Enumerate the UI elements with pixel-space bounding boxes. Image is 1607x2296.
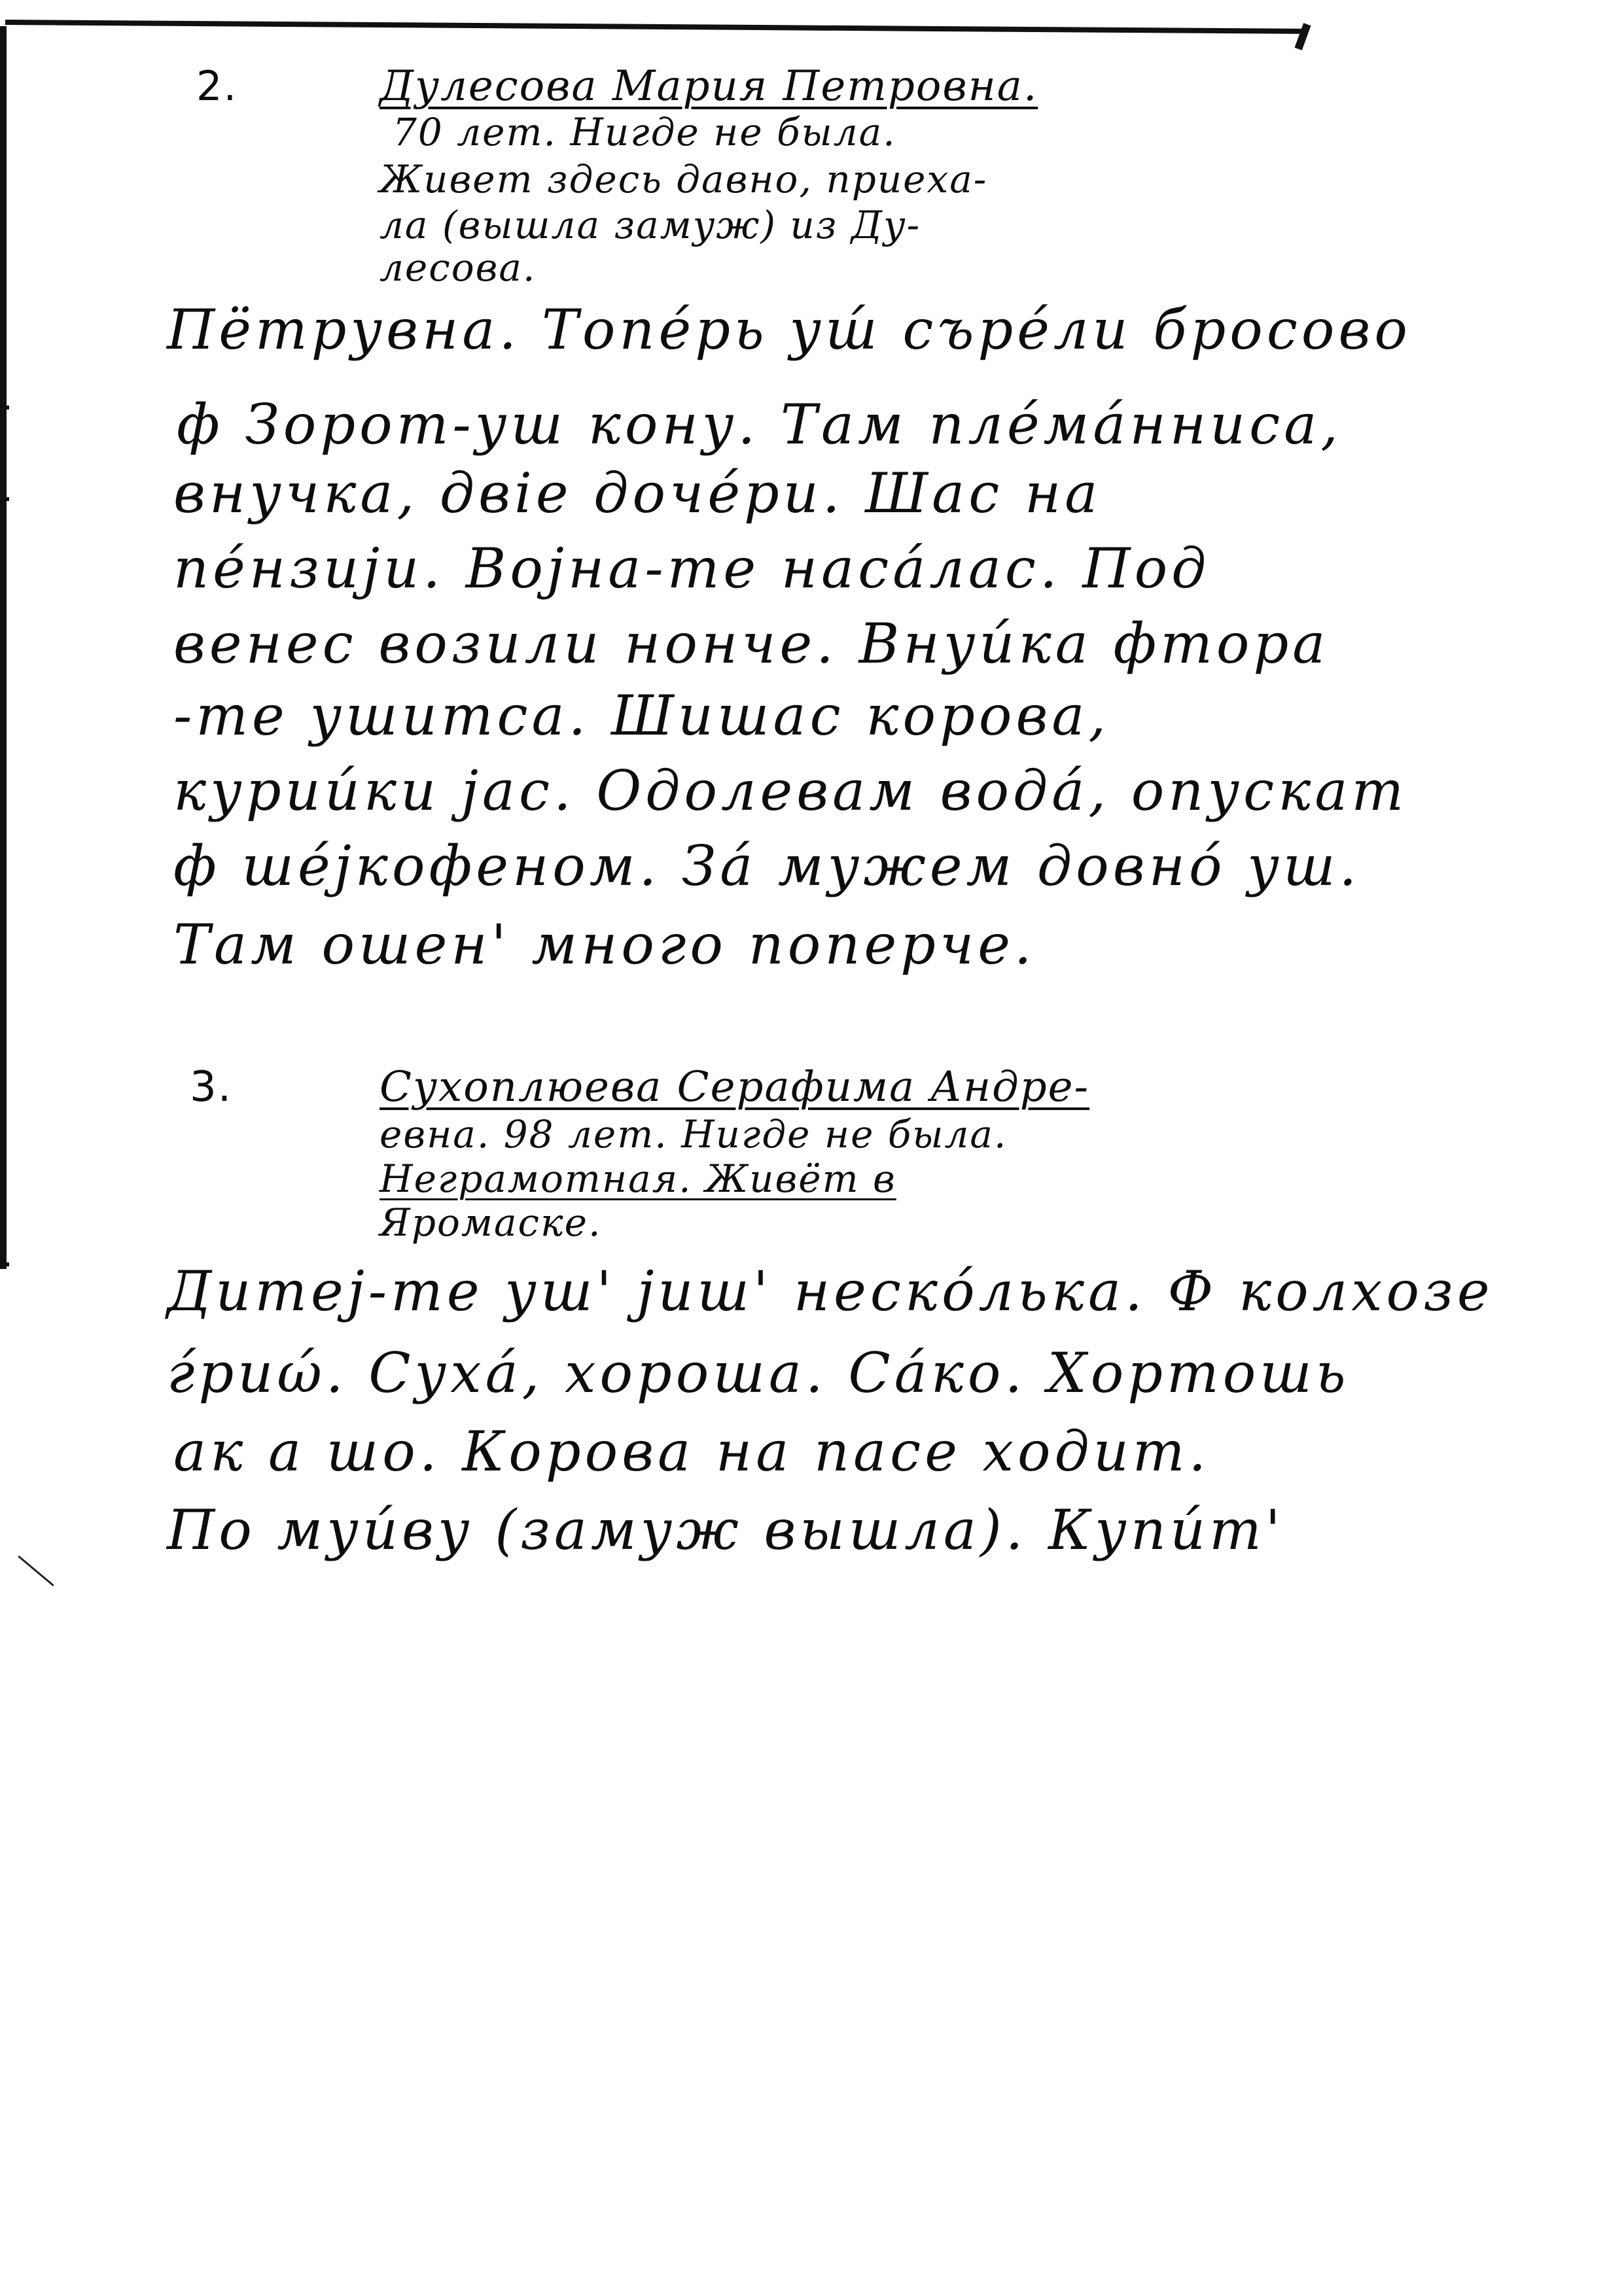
entry-info-line: лесова. bbox=[380, 245, 537, 290]
transcript-line: пе́нзији. Војна-те насáлас. Под bbox=[173, 536, 1210, 600]
page-left-border bbox=[0, 26, 7, 1269]
transcript-line: ак а шо. Корова на пасе ходит. bbox=[173, 1419, 1210, 1484]
transcript-line: Там ошен' много поперче. bbox=[173, 913, 1036, 977]
entry-info-line: евна. 98 лет. Нигде не была. bbox=[380, 1112, 1008, 1157]
transcript-line: -те ушитса. Шишас корова, bbox=[173, 684, 1110, 748]
entry-number: 2. bbox=[196, 62, 238, 110]
entry-info-line: 70 лет. Нигде не была. bbox=[393, 110, 896, 154]
page-corner-mark bbox=[1295, 23, 1311, 50]
entry-info-line: ла (вышла замуж) из Ду- bbox=[380, 203, 921, 247]
entry-info-line: Яромаске. bbox=[380, 1200, 602, 1245]
transcript-line: ѓриώ. Сухá, хороша. Сáко. Хортошь bbox=[167, 1341, 1350, 1405]
transcript-line: курии́ки јас. Одолевам вода́, опускат bbox=[173, 759, 1408, 823]
border-tick bbox=[3, 406, 9, 409]
border-tick bbox=[3, 497, 9, 501]
transcript-line: венес возили нонче. Внуи́ка фтора bbox=[173, 612, 1330, 676]
entry-info-line: Живет здесь давно, приеха- bbox=[380, 157, 988, 201]
transcript-line: внучка, двіе доче́ри. Шас на bbox=[173, 461, 1102, 525]
transcript-line: ф Зорот-уш кону. Там плéмáнниса, bbox=[177, 392, 1342, 457]
transcript-line: Пётрувна. Топе́рь уш́ сърéли бросово bbox=[167, 298, 1411, 362]
entry-name: Сухоплюева Серафима Андре- bbox=[380, 1063, 1090, 1111]
transcript-line: ф ше́јкофеном. За́ мужем довно́ уш. bbox=[173, 834, 1361, 898]
scan-mark bbox=[18, 1556, 54, 1586]
page-top-border bbox=[5, 20, 1307, 34]
entry-number: 3. bbox=[190, 1063, 233, 1111]
transcript-line: По муи́ву (замуж вышла). Купи́т' bbox=[167, 1498, 1284, 1562]
transcript-line: Дитеј-те уш' јиш' неско́лька. Ф колхозе bbox=[167, 1259, 1494, 1323]
border-tick bbox=[3, 1262, 9, 1266]
entry-info-line: Неграмотная. Живёт в bbox=[380, 1157, 896, 1201]
entry-name: Дулесова Мария Петровна. bbox=[380, 62, 1038, 111]
